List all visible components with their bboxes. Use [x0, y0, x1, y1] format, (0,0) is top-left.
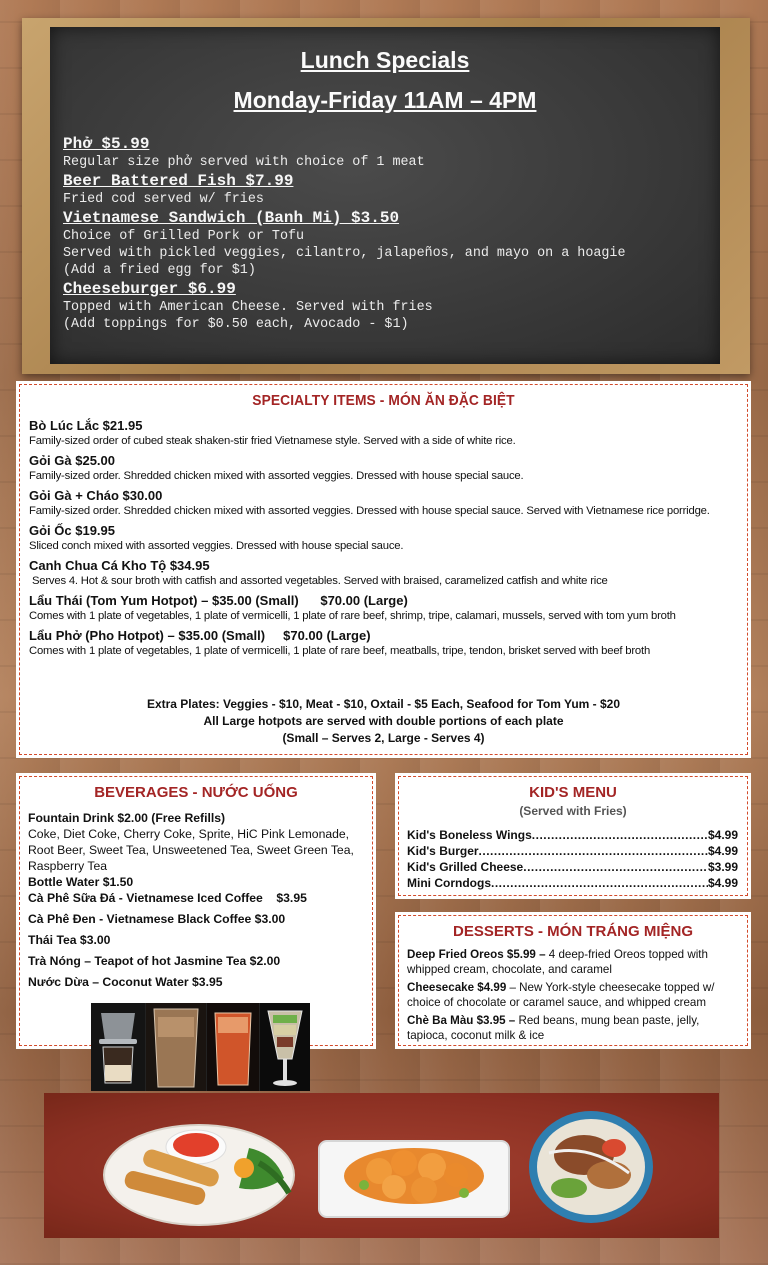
specialty-item-name: Lẩu Phở (Pho Hotpot) – $35.00 (Small) $70.00 (Large)	[29, 628, 371, 643]
kids-menu-item	[407, 843, 738, 859]
specialty-item	[29, 417, 741, 449]
specialty-item	[29, 522, 741, 554]
specialty-item-name: Lẩu Thái (Tom Yum Hotpot) – $35.00 (Small) $70.00 (Large)	[29, 593, 408, 608]
lunch-item-desc: Topped with American Cheese. Served with fries (Add toppings for $0.50 each, Avocado - $1)	[63, 300, 433, 332]
beverages-title: BEVERAGES - NƯỚC UỐNG	[94, 784, 298, 801]
bottle-water: Bottle Water $1.50	[28, 875, 134, 889]
specialty-item-name: Gỏi Gà + Cháo $30.00	[29, 488, 163, 503]
specialty-item	[29, 487, 741, 519]
kids-menu-list	[407, 827, 738, 891]
shrimp-image	[319, 1141, 509, 1217]
specialty-item	[29, 557, 741, 589]
kids-item-name: Kid's Grilled Cheese	[407, 860, 524, 874]
specialty-item-desc: Family-sized order of cubed steak shaken-stir fried Vietnamese style. Served with a side of white rice.	[29, 435, 516, 447]
dessert-item	[407, 1013, 739, 1043]
specialty-item-desc: Sliced conch mixed with assorted veggies. Dressed with house special sauce.	[29, 540, 404, 552]
large-hotpot-note: All Large hotpots are served with double portions of each plate	[203, 714, 564, 728]
beverages-list	[28, 810, 364, 990]
lunch-item	[63, 135, 714, 171]
specialty-item	[29, 452, 741, 484]
kids-menu-subtitle: (Served with Fries)	[519, 804, 627, 818]
leader-dots	[491, 875, 708, 891]
hotpot-sizes-note: (Small – Serves 2, Large - Serves 4)	[282, 731, 485, 745]
kids-menu-item	[407, 875, 738, 891]
kids-item-price: $4.99	[707, 876, 738, 890]
specialty-items-panel	[19, 384, 748, 755]
dessert-desc: Red beans, mung bean paste, jelly, tapioca, coconut milk & ice	[407, 1014, 700, 1042]
lunch-item-desc: Choice of Grilled Pork or Tofu Served with pickled veggies, cilantro, jalapeños, and mayo on a hoagie (Add a fried egg for $1)	[63, 229, 626, 278]
specialty-title: SPECIALTY ITEMS - MÓN ĂN ĐẶC BIỆT	[252, 392, 515, 409]
specialty-notes	[20, 696, 747, 747]
kids-item-name: Mini Corndogs	[407, 876, 491, 890]
dessert-item	[407, 980, 739, 1010]
specialty-list	[29, 417, 741, 662]
specialty-item-desc: Comes with 1 plate of vegetables, 1 plate of vermicelli, 1 plate of rare beef, shrimp, tripe, calamari, mussels, served with tom yum broth	[29, 610, 676, 622]
kids-item-price: $4.99	[707, 828, 738, 842]
thai-tea-image	[207, 1003, 260, 1091]
coffee-filter-image	[91, 1003, 146, 1091]
coconut-water: Nước Dừa – Coconut Water $3.95	[28, 975, 223, 989]
kids-menu-panel	[398, 776, 748, 896]
rice-bowl-image	[529, 1111, 653, 1223]
lunch-items	[63, 135, 714, 334]
leader-dots	[479, 843, 708, 859]
extra-plates-note: Extra Plates: Veggies - $10, Meat - $10, Oxtail - $5 Each, Seafood for Tom Yum - $20	[146, 697, 621, 711]
lunch-item	[63, 209, 714, 279]
egg-rolls-image	[104, 1125, 294, 1225]
lunch-specials-title: Lunch Specials	[300, 47, 470, 73]
specialty-item	[29, 592, 741, 624]
specialty-item-name: Gỏi Gà $25.00	[29, 453, 115, 468]
black-coffee: Cà Phê Đen - Vietnamese Black Coffee $3.00	[28, 912, 286, 926]
lunch-item-desc: Fried cod served w/ fries	[63, 192, 264, 207]
hot-tea: Trà Nóng – Teapot of hot Jasmine Tea $2.00	[28, 954, 281, 968]
kids-item-price: $4.99	[707, 844, 738, 858]
desserts-panel	[398, 915, 748, 1046]
specialty-item-name: Gỏi Ốc $19.95	[29, 523, 115, 538]
drinks-photo	[91, 1003, 309, 1091]
specialty-item-desc: Comes with 1 plate of vegetables, 1 plate of vermicelli, 1 plate of rare beef, meatballs, tripe, tendon, brisket served with beef broth	[29, 645, 651, 657]
specialty-item-name: Canh Chua Cá Kho Tộ $34.95	[29, 558, 210, 573]
kids-menu-item	[407, 859, 738, 875]
iced-coffee: Cà Phê Sữa Đá - Vietnamese Iced Coffee $3.95	[28, 891, 307, 905]
desserts-list	[407, 947, 739, 1046]
lunch-item-desc: Regular size phở served with choice of 1 meat	[63, 155, 425, 170]
dessert-name: Deep Fried Oreos $5.99 –	[407, 948, 546, 961]
lunch-hours: Monday-Friday 11AM – 4PM	[233, 87, 537, 113]
fountain-drink-list: Coke, Diet Coke, Cherry Coke, Sprite, HiC Pink Lemonade, Root Beer, Sweet Tea, Unsweetened Tea, Sweet Green Tea, Raspberry Tea	[28, 827, 354, 873]
specialty-item-desc: Family-sized order. Shredded chicken mixed with assorted veggies. Dressed with house special sauce. Served with Vietnamese rice porridge.	[29, 505, 710, 517]
dessert-desc: – New York-style cheesecake topped w/ choice of chocolate or caramel sauce, and whipped cream	[407, 981, 715, 1009]
food-photo-strip	[44, 1093, 719, 1238]
kids-item-name: Kid's Boneless Wings	[407, 828, 532, 842]
leader-dots	[523, 859, 708, 875]
leader-dots	[532, 827, 708, 843]
specialty-item	[29, 627, 741, 659]
lunch-item	[63, 172, 714, 208]
specialty-item-desc: Serves 4. Hot & sour broth with catfish and assorted vegetables. Served with braised, caramelized catfish and white rice	[29, 575, 608, 587]
dessert-desc: 4 deep-fried Oreos topped with whipped cream, chocolate, and caramel	[407, 948, 708, 976]
dessert-item	[407, 947, 739, 977]
thai-tea: Thái Tea $3.00	[28, 933, 111, 947]
lunch-item-name: Cheeseburger $6.99	[63, 280, 236, 298]
kids-item-price: $3.99	[707, 860, 738, 874]
fountain-drink: Fountain Drink $2.00 (Free Refills)	[28, 811, 226, 825]
lunch-specials-board	[50, 27, 720, 364]
che-ba-mau-image	[260, 1003, 310, 1091]
dessert-name: Cheesecake $4.99	[407, 981, 507, 994]
specialty-item-desc: Family-sized order. Shredded chicken mixed with assorted veggies. Dressed with house special sauce.	[29, 470, 524, 482]
kids-item-name: Kid's Burger	[407, 844, 479, 858]
kids-menu-title: KID'S MENU	[529, 784, 617, 801]
kids-menu-item	[407, 827, 738, 843]
desserts-title: DESSERTS - MÓN TRÁNG MIỆNG	[452, 923, 693, 940]
lunch-item-name: Vietnamese Sandwich (Banh Mi) $3.50	[63, 209, 400, 227]
iced-coffee-image	[146, 1003, 207, 1091]
dessert-name: Chè Ba Màu $3.95 –	[407, 1014, 516, 1027]
lunch-item	[63, 280, 714, 333]
lunch-item-name: Beer Battered Fish $7.99	[63, 172, 294, 190]
specialty-item-name: Bò Lúc Lắc $21.95	[29, 418, 143, 433]
lunch-item-name: Phở $5.99	[63, 135, 150, 153]
